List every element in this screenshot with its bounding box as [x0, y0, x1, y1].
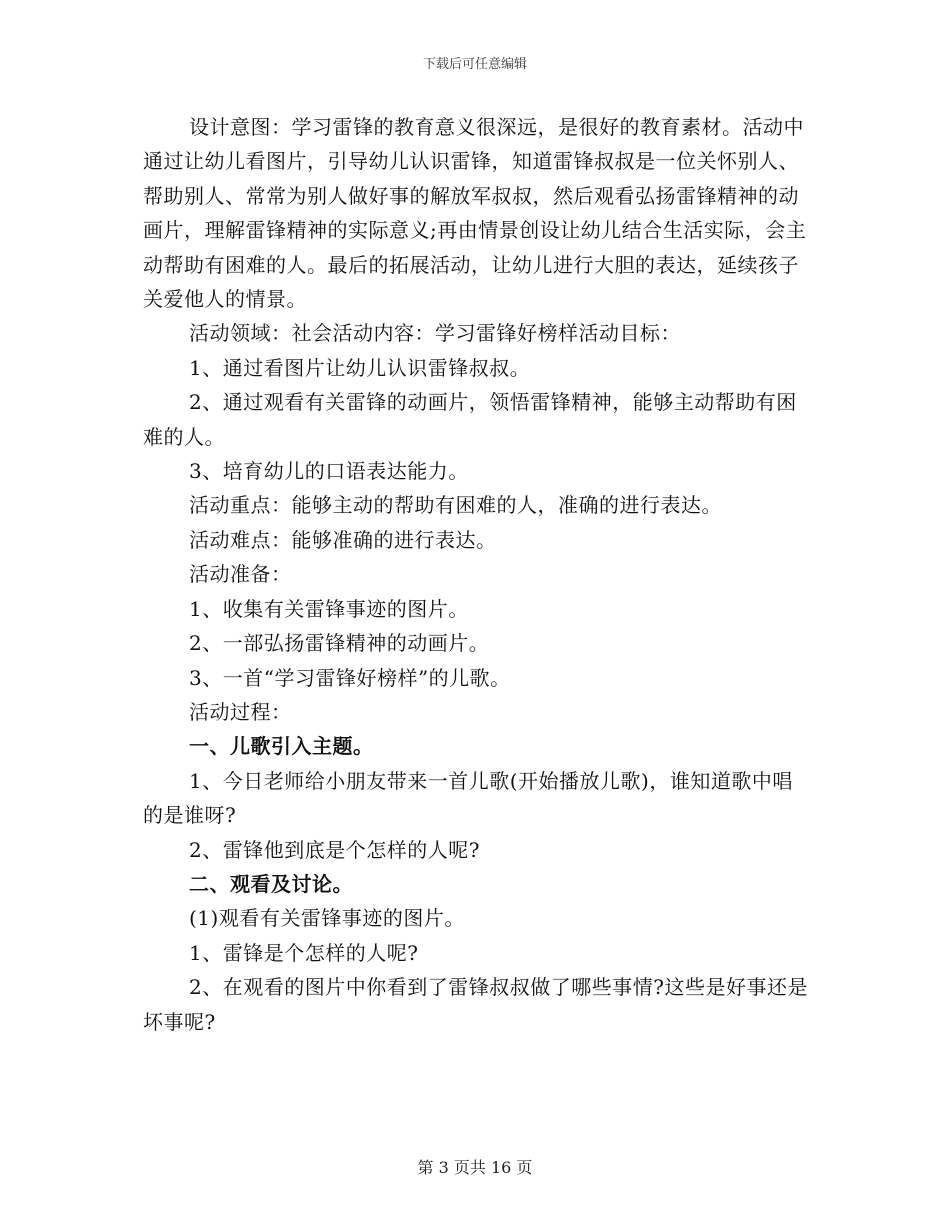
process-item-1-1: 1、今日老师给小朋友带来一首儿歌(开始播放儿歌)，谁知道歌中唱的是谁呀?: [143, 768, 793, 828]
process-item-2-1: 1、雷锋是个怎样的人呢?: [189, 940, 419, 965]
goal-item-3: 3、培育幼儿的口语表达能力。: [189, 459, 469, 484]
preparation-item-3: 3、一首“学习雷锋好榜样”的儿歌。: [189, 665, 511, 690]
page-footer: 第 3 页共 16 页: [417, 1158, 533, 1177]
paragraph-activity-field: 活动领域：社会活动内容：学习雷锋好榜样活动目标：: [189, 321, 681, 346]
preparation-item-2: 2、一部弘扬雷锋精神的动画片。: [189, 631, 490, 656]
paragraph-process-label: 活动过程：: [189, 699, 292, 724]
paragraph-key-point: 活动重点：能够主动的帮助有困难的人，准确的进行表达。: [189, 493, 722, 518]
page-header: 下载后可任意编辑: [422, 57, 527, 72]
paragraph-design-intent: 设计意图：学习雷锋的教育意义很深远，是很好的教育素材。活动中通过让幼儿看图片，引导幼儿认识雷锋，知道雷锋叔叔是一位关怀别人、帮助别人、常常为别人做好事的解放军叔叔，然后观看弘扬雷锋精神的动画片，理解雷锋精神的实际意义;再由情景创设让幼儿结合生活实际，会主动帮助有困难的人。最后的拓展活动，让幼儿进行大胆的表达，延续孩子关爱他人的情景。: [143, 115, 807, 312]
preparation-item-1: 1、收集有关雷锋事迹的图片。: [189, 596, 469, 621]
process-item-2-2: 2、在观看的图片中你看到了雷锋叔叔做了哪些事情?这些是好事还是坏事呢?: [143, 975, 808, 1034]
process-item-1-2: 2、雷锋他到底是个怎样的人呢?: [189, 837, 480, 862]
process-subheading-2-1: (1)观看有关雷锋事迹的图片。: [189, 906, 465, 931]
document-body: [143, 110, 809, 1039]
paragraph-preparation-label: 活动准备：: [189, 562, 292, 587]
goal-item-2: 2、通过观看有关雷锋的动画片，领悟雷锋精神，能够主动帮助有困难的人。: [143, 390, 797, 449]
section-heading-1: 一、儿歌引入主题。: [189, 734, 374, 759]
paragraph-difficulty: 活动难点：能够准确的进行表达。: [189, 527, 497, 552]
goal-item-1: 1、通过看图片让幼儿认识雷锋叔叔。: [189, 355, 531, 380]
section-heading-2: 二、观看及讨论。: [189, 871, 353, 896]
